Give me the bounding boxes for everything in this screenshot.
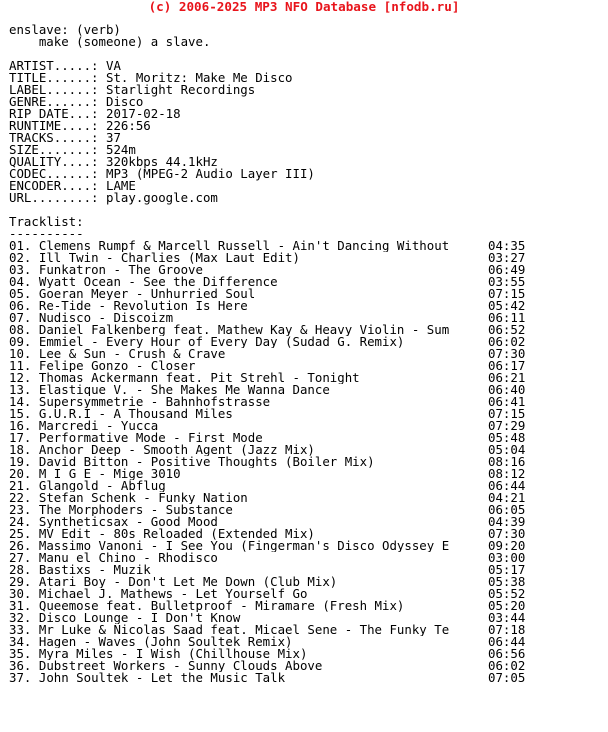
track-duration: 03:00 [488, 550, 526, 565]
track-title: Hagen - Waves (John Soultek Remix) [38, 636, 293, 648]
track-duration: 06:02 [488, 334, 526, 349]
info-label: GENRE......: [9, 94, 99, 109]
track-title: Marcredi - Yucca [38, 420, 159, 432]
info-value: MP3 (MPEG-2 Audio Layer III) [106, 166, 315, 181]
info-label: CODEC......: [9, 166, 99, 181]
track-duration: 05:42 [488, 298, 526, 313]
track-title: G.U.R.I - A Thousand Miles [38, 408, 233, 420]
track-title: Clemens Rumpf & Marcell Russell - Ain't Dancing Without [38, 240, 450, 252]
track-title: Stefan Schenk - Funky Nation [38, 492, 248, 504]
track-number: 17. [9, 432, 32, 444]
track-title: Bastixs - Muzik [38, 564, 151, 576]
track-duration: 05:17 [488, 562, 526, 577]
track-number: 14. [9, 396, 32, 408]
track-duration: 04:35 [488, 238, 526, 253]
track-title: Myra Miles - I Wish (Chillhouse Mix) [38, 648, 308, 660]
track-duration: 07:18 [488, 622, 526, 637]
info-value: Disco [106, 94, 144, 109]
track-number: 07. [9, 312, 32, 324]
track-number: 24. [9, 516, 32, 528]
track-number: 03. [9, 264, 32, 276]
track-title: Emmiel - Every Hour of Every Day (Sudad G. Remix) [38, 336, 405, 348]
track-duration: 06:17 [488, 358, 526, 373]
track-number: 33. [9, 624, 32, 636]
track-duration: 06:11 [488, 310, 526, 325]
track-title: Goeran Meyer - Unhurried Soul [38, 288, 256, 300]
track-title: Michael J. Mathews - Let Yourself Go [38, 588, 308, 600]
track-number: 25. [9, 528, 32, 540]
track-duration: 06:02 [488, 658, 526, 673]
track-duration: 05:20 [488, 598, 526, 613]
track-number: 29. [9, 576, 32, 588]
track-duration: 06:05 [488, 502, 526, 517]
track-number: 11. [9, 360, 32, 372]
track-title: Wyatt Ocean - See the Difference [38, 276, 278, 288]
track-duration: 07:15 [488, 406, 526, 421]
track-number: 28. [9, 564, 32, 576]
info-value: 524m [106, 142, 136, 157]
info-value: 226:56 [106, 118, 151, 133]
track-title: Daniel Falkenberg feat. Mathew Kay & Heavy Violin - Sum [38, 324, 450, 336]
track-number: 20. [9, 468, 32, 480]
track-duration: 06:44 [488, 478, 526, 493]
info-row [9, 192, 608, 204]
track-number: 34. [9, 636, 32, 648]
track-number: 22. [9, 492, 32, 504]
track-number: 26. [9, 540, 32, 552]
track-duration: 05:48 [488, 430, 526, 445]
track-title: MV Edit - 80s Reloaded (Extended Mix) [38, 528, 315, 540]
track-title: Syntheticsax - Good Mood [38, 516, 218, 528]
track-title: Disco Lounge - I Don't Know [38, 612, 241, 624]
track-number: 16. [9, 420, 32, 432]
info-label: TITLE......: [9, 70, 99, 85]
track-title: Manu el Chino - Rhodisco [38, 552, 218, 564]
track-title: M I G E - Mige 3010 [38, 468, 181, 480]
track-title: Dubstreet Workers - Sunny Clouds Above [38, 660, 323, 672]
track-number: 35. [9, 648, 32, 660]
tracklist [9, 240, 608, 684]
tracklist-heading: Tracklist: [9, 214, 84, 229]
track-duration: 06:44 [488, 634, 526, 649]
track-title: Glangold - Abflug [38, 480, 166, 492]
track-duration: 07:05 [488, 670, 526, 685]
track-title: Thomas Ackermann feat. Pit Strehl - Tonight [38, 372, 360, 384]
track-title: Massimo Vanoni - I See You (Fingerman's Disco Odyssey E [38, 540, 450, 552]
track-duration: 07:29 [488, 418, 526, 433]
definition-meaning: make (someone) a slave. [9, 34, 211, 49]
track-duration: 06:52 [488, 322, 526, 337]
info-label: RUNTIME....: [9, 118, 99, 133]
track-number: 10. [9, 348, 32, 360]
info-value: St. Moritz: Make Me Disco [106, 70, 293, 85]
info-value: Starlight Recordings [106, 82, 256, 97]
track-duration: 08:12 [488, 466, 526, 481]
track-number: 12. [9, 372, 32, 384]
track-duration: 04:39 [488, 514, 526, 529]
track-number: 15. [9, 408, 32, 420]
track-duration: 03:55 [488, 274, 526, 289]
track-duration: 06:21 [488, 370, 526, 385]
track-title: Lee & Sun - Crush & Crave [38, 348, 226, 360]
track-title: Funkatron - The Groove [38, 264, 203, 276]
track-title: The Morphoders - Substance [38, 504, 233, 516]
track-number: 05. [9, 288, 32, 300]
track-number: 09. [9, 336, 32, 348]
info-label: SIZE.......: [9, 142, 99, 157]
track-number: 37. [9, 672, 32, 684]
track-title: Nudisco - Discoizm [38, 312, 174, 324]
info-label: TRACKS.....: [9, 130, 99, 145]
track-duration: 06:49 [488, 262, 526, 277]
track-number: 36. [9, 660, 32, 672]
track-number: 23. [9, 504, 32, 516]
track-number: 13. [9, 384, 32, 396]
track-title: Performative Mode - First Mode [38, 432, 263, 444]
track-title: David Bitton - Positive Thoughts (Boiler Mix) [38, 456, 375, 468]
info-value: 37 [106, 130, 121, 145]
track-duration: 03:27 [488, 250, 526, 265]
track-title: Felipe Gonzo - Closer [38, 360, 196, 372]
track-row [9, 672, 608, 684]
track-duration: 06:41 [488, 394, 526, 409]
nfo-document [9, 24, 608, 684]
track-duration: 04:21 [488, 490, 526, 505]
track-duration: 05:38 [488, 574, 526, 589]
track-duration: 07:30 [488, 346, 526, 361]
info-label: QUALITY....: [9, 154, 99, 169]
track-number: 01. [9, 240, 32, 252]
track-duration: 05:52 [488, 586, 526, 601]
track-number: 08. [9, 324, 32, 336]
info-value: 320kbps 44.1kHz [106, 154, 218, 169]
track-duration: 03:44 [488, 610, 526, 625]
track-duration: 08:16 [488, 454, 526, 469]
track-title: John Soultek - Let the Music Talk [38, 672, 286, 684]
track-number: 06. [9, 300, 32, 312]
track-duration: 06:56 [488, 646, 526, 661]
track-title: Supersymmetrie - Bahnhofstrasse [38, 396, 271, 408]
track-number: 27. [9, 552, 32, 564]
track-duration: 06:40 [488, 382, 526, 397]
track-number: 04. [9, 276, 32, 288]
track-title: Elastique V. - She Makes Me Wanna Dance [38, 384, 330, 396]
track-duration: 07:15 [488, 286, 526, 301]
track-duration: 05:04 [488, 442, 526, 457]
track-number: 21. [9, 480, 32, 492]
info-label: LABEL......: [9, 82, 99, 97]
track-title: Anchor Deep - Smooth Agent (Jazz Mix) [38, 444, 315, 456]
info-label: ENCODER....: [9, 178, 99, 193]
info-value: LAME [106, 178, 136, 193]
info-label: ARTIST.....: [9, 58, 99, 73]
track-title: Mr Luke & Nicolas Saad feat. Micael Sene - The Funky Te [38, 624, 450, 636]
track-number: 31. [9, 600, 32, 612]
track-duration: 09:20 [488, 538, 526, 553]
definition-word: enslave: (verb) [9, 22, 121, 37]
release-info [9, 60, 608, 204]
info-label: URL........: [9, 190, 99, 205]
track-title: Queemose feat. Bulletproof - Miramare (Fresh Mix) [38, 600, 405, 612]
spacer [9, 204, 608, 216]
track-number: 19. [9, 456, 32, 468]
track-number: 30. [9, 588, 32, 600]
track-title: Atari Boy - Don't Let Me Down (Club Mix) [38, 576, 338, 588]
info-value: play.google.com [106, 190, 218, 205]
track-title: Re-Tide - Revolution Is Here [38, 300, 248, 312]
info-value: 2017-02-18 [106, 106, 181, 121]
site-header: (c) 2006-2025 MP3 NFO Database [nfodb.ru] [148, 0, 460, 14]
track-number: 18. [9, 444, 32, 456]
info-label: RIP DATE...: [9, 106, 99, 121]
track-number: 02. [9, 252, 32, 264]
tracklist-underline: ---------- [9, 226, 84, 241]
track-duration: 07:30 [488, 526, 526, 541]
info-value: VA [106, 58, 121, 73]
track-title: Ill Twin - Charlies (Max Laut Edit) [38, 252, 300, 264]
track-number: 32. [9, 612, 32, 624]
